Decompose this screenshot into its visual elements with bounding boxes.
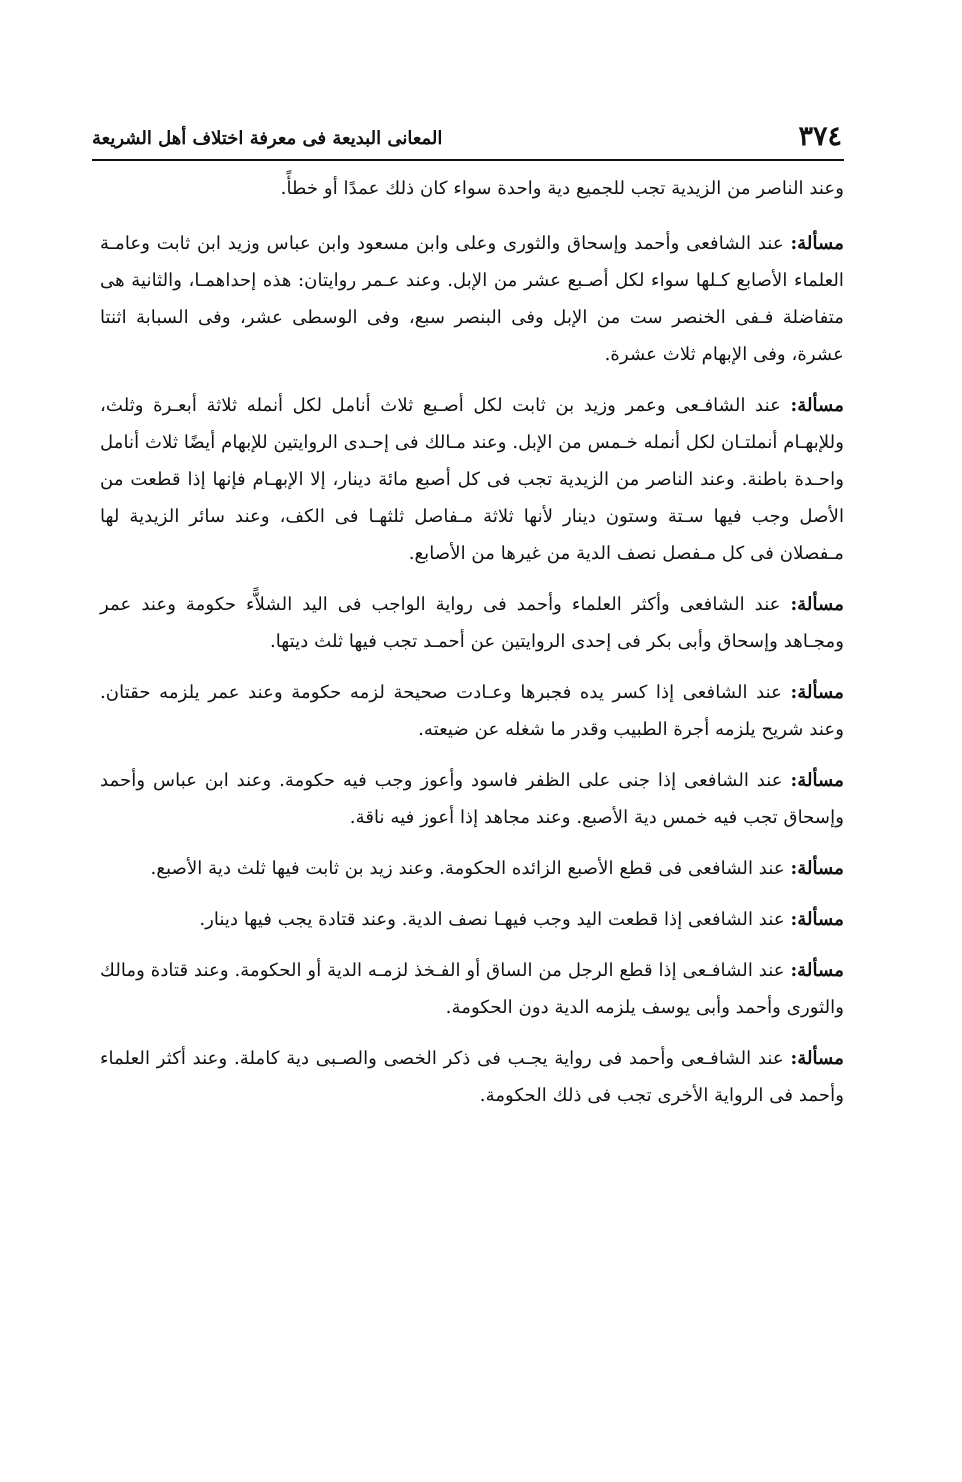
issue-text: عند الشافـعى إذا قطع الرجل من الساق أو الفـخذ لزمـه الدية أو الحكومة. وعند قتادة ومالك والثورى وأحمد وأبى يوسف يلزمه الدية دون الحكومة.	[100, 960, 844, 1018]
issue-label: مسألة:	[790, 960, 844, 981]
header-rule	[92, 159, 844, 161]
page-number: ٣٧٤	[798, 121, 842, 152]
issue-text: عند الشافعى وأحمد وإسحاق والثورى وعلى وابن مسعود وابن عباس وزيد ابن ثابت وعامـة العلماء الأصابع كـلها سواء لكل أصـبع عشر من الإبل. وعند عـمر روايتان: هذه إحداهمـا، والثانية هى متفاضلة فـفى الخنصر ست من الإبل وفى البنصر سبع، وفى الوسطى عشر، وفى السبابة اثنتا عشرة، وفى الإبهام ثلاث عشرة.	[100, 233, 844, 365]
issue-paragraph-4	[100, 674, 844, 748]
issue-label: مسألة:	[790, 594, 844, 615]
issue-paragraph-5	[100, 762, 844, 836]
issue-label: مسألة:	[790, 682, 844, 703]
issue-text: عند الشافعى إذا جنى على الظفر فاسود وأعوز وجب فيه حكومة. وعند ابن عباس وأحمد وإسحاق تجب فيه خمس دية الأصبع. وعند مجاهد إذا أعوز فيه ناقة.	[100, 770, 844, 828]
issue-paragraph-7	[100, 901, 844, 938]
issue-label: مسألة:	[790, 233, 844, 254]
issue-text: عند الشافـعى وأحمد فى رواية يجـب فى ذكر الخصى والصـبى دية كاملة. وعند أكثر العلماء وأحمد فى الرواية الأخرى تجب فى ذلك الحكومة.	[100, 1048, 844, 1106]
issue-text: عند الشافعى إذا كسر يده فجبرها وعـادت صحيحة لزمه حكومة وعند عمر يلزمه حقتان. وعند شريح يلزمه أجرة الطبيب وقدر ما شغله عن ضيعته.	[100, 682, 844, 740]
issue-paragraph-3	[100, 586, 844, 660]
issue-paragraph-6	[100, 850, 844, 887]
issue-label: مسألة:	[790, 770, 844, 791]
issue-paragraph-8	[100, 952, 844, 1026]
issue-label: مسألة:	[790, 909, 844, 930]
issue-text: عند الشافعى إذا قطعت اليد وجب فيهـا نصف الدية. وعند قتادة يجب فيها دينار.	[199, 909, 785, 930]
issue-text: عند الشافـعى وعمر وزيد بن ثابت لكل أصـبع ثلاث أنامل لكل أنمله ثلاثة أبعـرة وثلث، وللإبهـام أنملتـان لكل أنمله خـمس من الإبل. وعند مـالك فى إحـدى الروايتين للإبهام أيضًا ثلاث أنامل واحـدة باطنة. وعند الناصر من الزيدية تجب فى كل أصبع مائة دينار، إلا الإبهـام فإنها إذا قطعت من الأصل وجب فيها سـتة وستون دينار لأنها ثلاثة مـفاصل ثلثهـا فى الكف، وعند سائر الزيدية لها مـفصلان فى كل مـفصل نصف الدية من غيرها من الأصابع.	[100, 395, 844, 564]
page-body	[100, 170, 844, 1128]
issue-paragraph-9	[100, 1040, 844, 1114]
page-header	[92, 118, 842, 158]
running-title: المعانى البديعة فى معرفة اختلاف أهل الشريعة	[92, 128, 443, 149]
intro-paragraph: وعند الناصر من الزيدية تجب للجميع دية واحدة سواء كان ذلك عمدًا أو خطأً.	[280, 178, 844, 199]
issue-text: عند الشافعى وأكثر العلماء وأحمد فى رواية الواجب فى اليد الشلاًّء حكومة وعند عمر ومجـاهد وإسحاق وأبى بكر فى إحدى الروايتين عن أحمـد تجب فيها ثلث ديتها.	[100, 594, 844, 652]
issue-label: مسألة:	[790, 1048, 844, 1069]
issue-label: مسألة:	[790, 395, 844, 416]
issue-text: عند الشافعى فى قطع الأصبع الزائده الحكومة. وعند زيد بن ثابت فيها ثلث دية الأصبع.	[150, 858, 785, 879]
issue-paragraph-2	[100, 387, 844, 572]
issue-label: مسألة:	[790, 858, 844, 879]
issue-paragraph-1	[100, 225, 844, 373]
